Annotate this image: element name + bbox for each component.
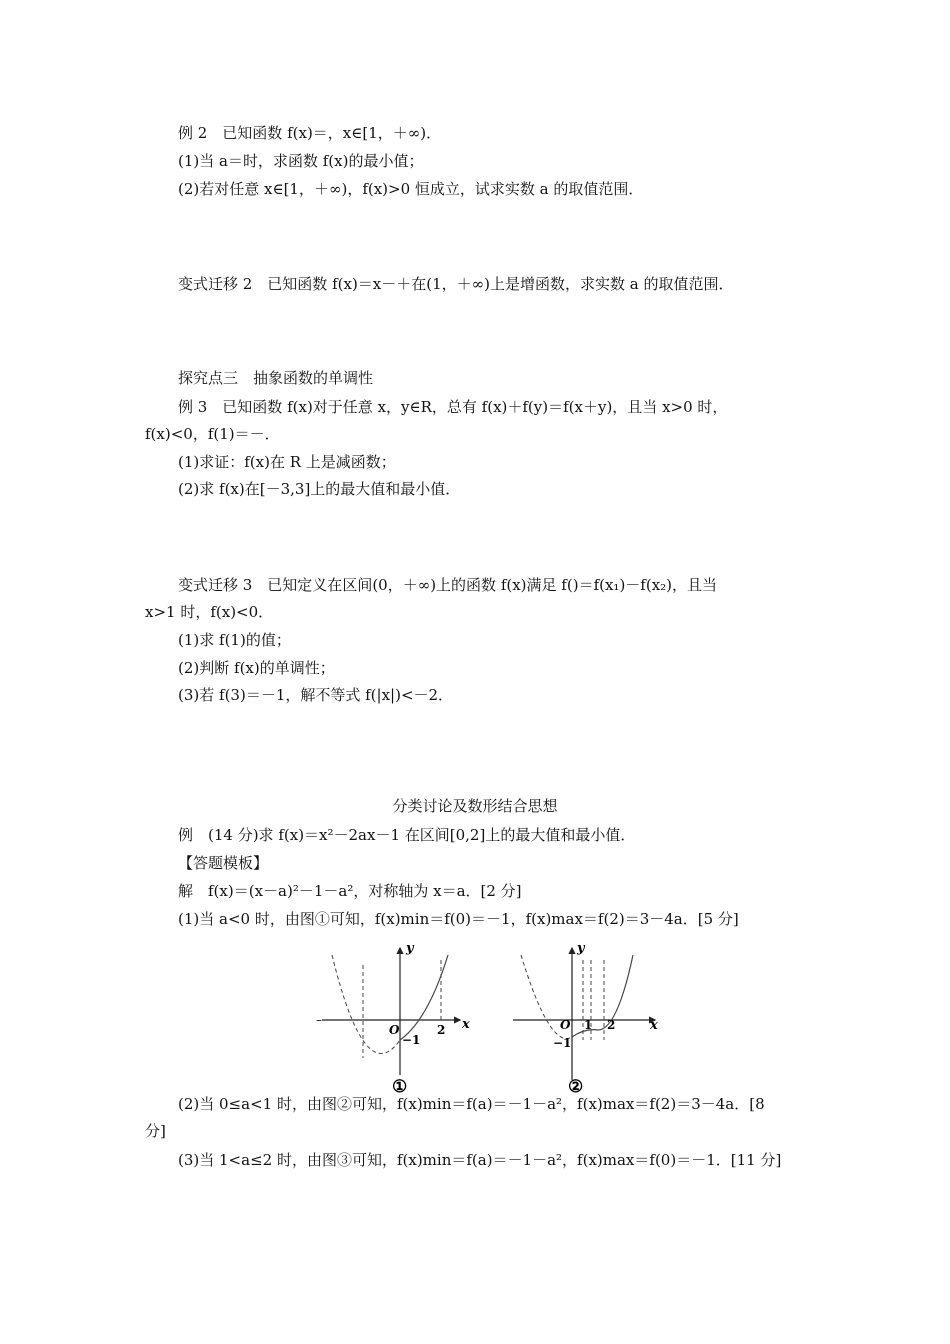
answer-template-label: 【答题模板】 (178, 854, 269, 872)
minus-one-label: −1 (553, 1036, 572, 1050)
one-label: 1 (584, 1018, 593, 1032)
case-3: (3)当 1<a≤2 时，由图③可知，f(x)min＝f(a)＝－1－a²，f(x)max＝f(0)＝－1．[11 分] (178, 1151, 782, 1169)
parabola-solid (572, 955, 633, 1037)
figure-2-caption: ② (568, 1077, 584, 1095)
example-2-question-1: (1)当 a＝时，求函数 f(x)的最小值； (178, 152, 424, 170)
figure-2-graph (505, 940, 670, 1095)
section-title: 分类讨论及数形结合思想 (392, 797, 558, 815)
example-3-question-1: (1)求证：f(x)在 R 上是减函数； (178, 453, 396, 471)
case-1: (1)当 a<0 时，由图①可知，f(x)min＝f(0)＝－1，f(x)max＝f(2)＝3－4a．[5 分] (178, 910, 739, 928)
variation-3-line-1: 变式迁移 3 已知定义在区间(0，＋∞)上的函数 f(x)满足 f()＝f(x₁)－f(x₂)，且当 (178, 576, 718, 594)
variation-3-question-1: (1)求 f(1)的值； (178, 631, 291, 649)
minus-one-label: −1 (402, 1033, 421, 1047)
variation-2: 变式迁移 2 已知函数 f(x)＝x－＋在(1，＋∞)上是增函数，求实数 a 的取值范围． (178, 275, 734, 293)
solution-line: 解 f(x)＝(x－a)²－1－a²，对称轴为 x＝a．[2 分] (178, 882, 522, 900)
parabola-dashed (332, 955, 400, 1054)
example-2-title: 例 2 已知函数 f(x)＝，x∈[1，＋∞)． (178, 124, 442, 142)
y-axis-label: y (577, 941, 585, 956)
variation-3-line-2: x>1 时，f(x)<0． (145, 603, 274, 621)
origin-label: O (389, 1023, 400, 1037)
y-axis-label: y (406, 941, 414, 956)
x-axis-label: x (650, 1018, 658, 1033)
two-label: 2 (607, 1018, 616, 1032)
variation-3-question-2: (2)判断 f(x)的单调性； (178, 659, 335, 677)
x-axis-label: x (462, 1017, 470, 1032)
case-2-line-1: (2)当 0≤a<1 时，由图②可知，f(x)min＝f(a)＝－1－a²，f(x)max＝f(2)＝3－4a．[8 (178, 1095, 765, 1113)
example-2-question-2: (2)若对任意 x∈[1，＋∞)，f(x)>0 恒成立，试求实数 a 的取值范围． (178, 180, 644, 198)
example-3-line-1: 例 3 已知函数 f(x)对于任意 x，y∈R，总有 f(x)＋f(y)＝f(x＋y)，且当 x>0 时， (178, 398, 728, 416)
dash-mark: – (316, 1013, 322, 1027)
example-3-question-2: (2)求 f(x)在[－3,3]上的最大值和最小值． (178, 480, 461, 498)
case-2-line-2: 分] (145, 1122, 166, 1140)
example-3-line-2: f(x)<0，f(1)＝－． (145, 425, 280, 443)
origin-label: O (560, 1018, 571, 1032)
example-statement: 例 (14 分)求 f(x)＝x²－2ax－1 在区间[0,2]上的最大值和最小值． (178, 826, 636, 844)
two-label: 2 (437, 1023, 446, 1037)
figure-1-graph (310, 940, 480, 1095)
exploration-point-3-heading: 探究点三 抽象函数的单调性 (178, 369, 374, 387)
variation-3-question-3: (3)若 f(3)＝－1，解不等式 f(|x|)<－2． (178, 686, 454, 704)
figure-1-caption: ① (392, 1077, 408, 1095)
